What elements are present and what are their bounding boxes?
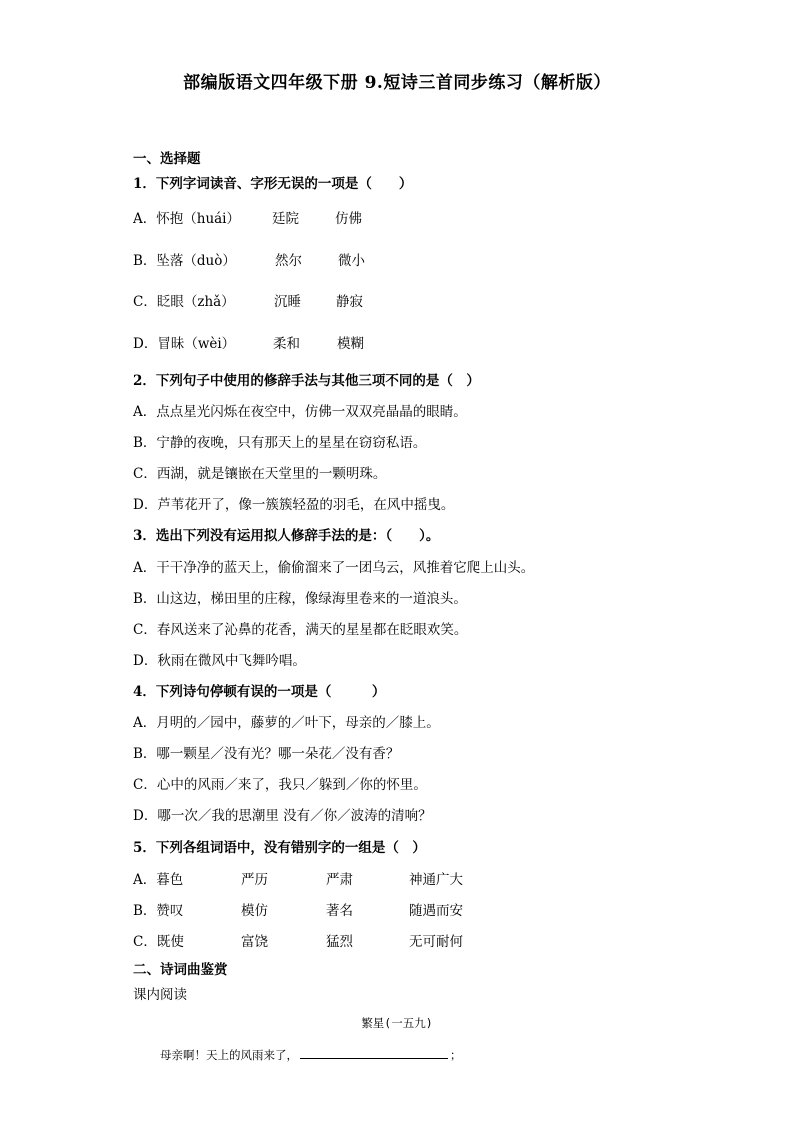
q5-option-b-label: B．赞叹 bbox=[133, 903, 184, 919]
q5-option-b-word3: 随遇而安 bbox=[409, 903, 463, 919]
q3-option-b: B．山这边，梯田里的庄稼，像绿海里卷来的一道浪头。 bbox=[133, 591, 467, 607]
q5-option-c-word1: 富饶 bbox=[241, 934, 268, 950]
q1-option-c-word1: 沉睡 bbox=[274, 294, 301, 310]
q1-option-a-word2: 仿佛 bbox=[335, 211, 362, 227]
q2-option-b: B．宁静的夜晚，只有那天上的星星在窃窃私语。 bbox=[133, 435, 427, 451]
q3-option-d: D．秋雨在微风中飞舞吟唱。 bbox=[133, 653, 306, 669]
poem-line-1 bbox=[160, 1046, 462, 1063]
poem-line-end: ； bbox=[450, 1048, 462, 1062]
section-heading-poetry: 二、诗词曲鉴赏 bbox=[133, 962, 228, 978]
q1-option-b-label: B．坠落（duò） bbox=[133, 253, 236, 269]
q1-option-c-label: C．眨眼（zhǎ） bbox=[133, 294, 235, 310]
page-title: 部编版语文四年级下册 9.短诗三首同步练习（解析版） bbox=[183, 73, 611, 93]
question-5-stem: 5．下列各组词语中，没有错别字的一组是（ ） bbox=[133, 840, 426, 856]
question-1-stem: 1．下列字词读音、字形无误的一项是（ ） bbox=[133, 176, 413, 192]
q5-option-a-label: A．暮色 bbox=[133, 872, 184, 888]
q4-option-d: D．哪一次／我的思潮里 没有／你／波涛的清响？ bbox=[133, 808, 432, 824]
q2-option-a: A．点点星光闪烁在夜空中，仿佛一双双亮晶晶的眼睛。 bbox=[133, 404, 467, 420]
q4-option-a: A．月明的／园中，藤萝的／叶下，母亲的／膝上。 bbox=[133, 715, 440, 731]
question-4-stem: 4．下列诗句停顿有误的一项是（ ） bbox=[133, 684, 386, 700]
question-2-stem: 2．下列句子中使用的修辞手法与其他三项不同的是（ ） bbox=[133, 373, 480, 389]
q1-option-a-label: A．怀抱（huái） bbox=[133, 211, 241, 227]
q2-option-c: C．西湖，就是镶嵌在天堂里的一颗明珠。 bbox=[133, 466, 387, 482]
answer-blank[interactable] bbox=[300, 1046, 448, 1059]
q1-option-c-word2: 静寂 bbox=[336, 294, 363, 310]
section-heading-choice: 一、选择题 bbox=[133, 151, 201, 167]
q5-option-c-word2: 猛烈 bbox=[326, 934, 353, 950]
q1-option-b-word2: 微小 bbox=[338, 253, 365, 269]
poem-title: 繁星(一五九) bbox=[361, 1016, 433, 1030]
q5-option-b-word1: 模仿 bbox=[241, 903, 268, 919]
reading-subheading: 课内阅读 bbox=[133, 987, 187, 1003]
q3-option-c: C．春风送来了沁鼻的花香，满天的星星都在眨眼欢笑。 bbox=[133, 622, 468, 638]
q5-option-b-word2: 著名 bbox=[326, 903, 353, 919]
q1-option-d-word1: 柔和 bbox=[273, 336, 300, 352]
q5-option-c-word3: 无可耐何 bbox=[409, 934, 463, 950]
q4-option-c: C．心中的风雨／来了，我只／躲到／你的怀里。 bbox=[133, 777, 427, 793]
q5-option-a-word3: 神通广大 bbox=[409, 872, 463, 888]
q1-option-b-word1: 然尔 bbox=[275, 253, 302, 269]
q5-option-a-word2: 严肃 bbox=[326, 872, 353, 888]
q1-option-d-word2: 模糊 bbox=[337, 336, 364, 352]
q3-option-a: A．干干净净的蓝天上，偷偷溜来了一团乌云，风推着它爬上山头。 bbox=[133, 560, 535, 576]
question-3-stem: 3．选出下列没有运用拟人修辞手法的是：（ ）。 bbox=[133, 528, 440, 544]
q4-option-b: B．哪一颗星／没有光？哪一朵花／没有香？ bbox=[133, 746, 400, 762]
q5-option-c-label: C．既使 bbox=[133, 934, 184, 950]
q5-option-a-word1: 严历 bbox=[241, 872, 268, 888]
q2-option-d: D．芦苇花开了，像一簇簇轻盈的羽毛，在风中摇曳。 bbox=[133, 497, 455, 513]
poem-line-text: 母亲啊！天上的风雨来了， bbox=[160, 1048, 298, 1062]
q1-option-a-word1: 廷院 bbox=[272, 211, 299, 227]
q1-option-d-label: D．冒昧（wèi） bbox=[133, 336, 236, 352]
